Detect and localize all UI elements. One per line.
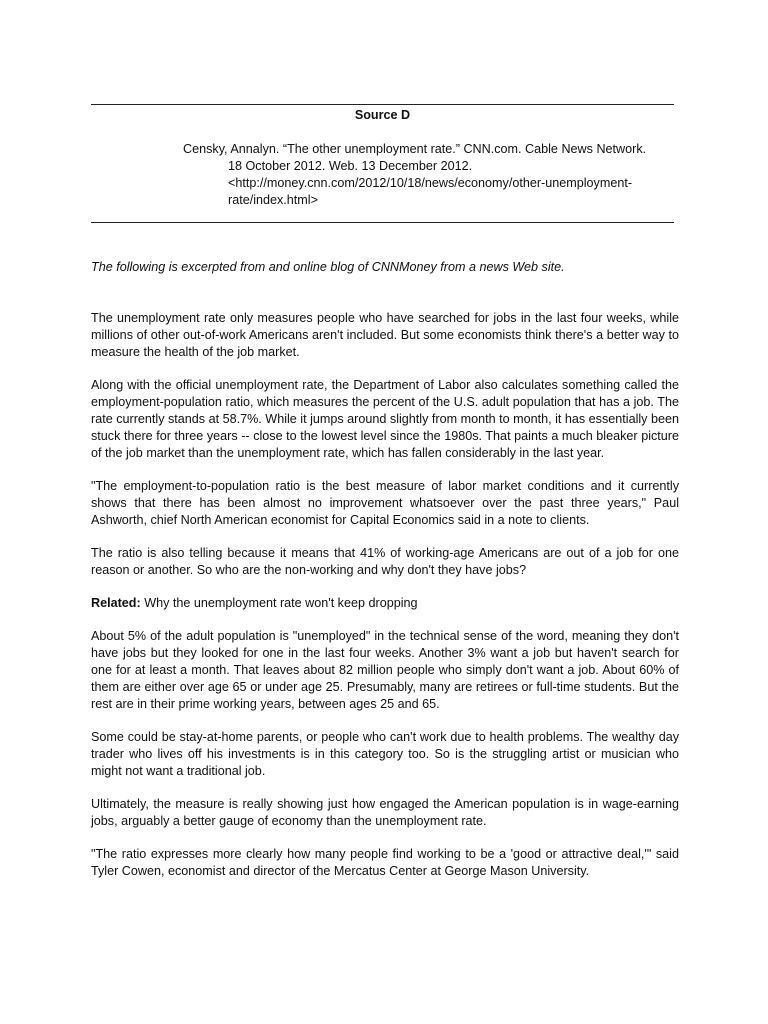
paragraph: Along with the official unemployment rate, the Department of Labor also calculates something called the employment-population ratio, which measures the percent of the U.S. adult population that has a job. The rate currently stands at 58.7%. While it jumps around slightly from month to month, it has essentially been stuck there for three years -- close to the lowest level since the 1980s. That paints a much bleaker picture of the job market than the unemployment rate, which has fallen considerably in the last year. [91, 378, 679, 460]
bottom-rule [91, 222, 674, 223]
related-line [91, 595, 679, 612]
top-rule [91, 104, 674, 105]
paragraph: "The employment-to-population ratio is the best measure of labor market conditions and it currently shows that there has been almost no improvement whatsoever over the past three years," Paul Ashworth, chief North American economist for Capital Economics said in a note to clients. [91, 479, 679, 527]
paragraph: About 5% of the adult population is "unemployed" in the technical sense of the word, meaning they don't have jobs but they looked for one in the last four weeks. Another 3% want a job but haven't search for one for at least a month. That leaves about 82 million people who simply don't want a job. About 60% of them are either over age 65 or under age 25. Presumably, many are retirees or full-time students. But the rest are in their prime working years, between ages 25 and 65. [91, 629, 679, 711]
source-label: Source D [354, 108, 411, 122]
paragraph: The ratio is also telling because it means that 41% of working-age Americans are out of a job for one reason or another. So who are the non-working and why don't they have jobs? [91, 546, 679, 577]
related-label: Related: [91, 596, 141, 610]
article-body [91, 310, 679, 896]
citation-line1: Censky, Annalyn. “The other unemployment rate.” CNN.com. Cable News [183, 142, 593, 156]
citation-rest: Network. 18 October 2012. Web. 13 December 2012. <http://money.cnn.com/2012/10/18/news/economy/other-unemployment-rate/index.html> [228, 142, 647, 207]
related-link: Why the unemployment rate won't keep dropping [144, 596, 418, 610]
paragraph: The unemployment rate only measures people who have searched for jobs in the last four weeks, while millions of other out-of-work Americans aren't included. But some economists think there's a better way to measure the health of the job market. [91, 311, 679, 359]
paragraph: Some could be stay-at-home parents, or people who can't work due to health problems. The wealthy day trader who lives off his investments is in this category too. So is the struggling artist or musician who might not want a traditional job. [91, 730, 679, 778]
citation [183, 141, 658, 209]
paragraph: Ultimately, the measure is really showing just how engaged the American population is in wage-earning jobs, arguably a better gauge of economy than the unemployment rate. [91, 797, 679, 828]
intro-text: The following is excerpted from and online blog of CNNMoney from a news Web site. [91, 260, 565, 274]
paragraph: "The ratio expresses more clearly how many people find working to be a 'good or attractive deal,'" said Tyler Cowen, economist and director of the Mercatus Center at George Mason University. [91, 847, 679, 878]
